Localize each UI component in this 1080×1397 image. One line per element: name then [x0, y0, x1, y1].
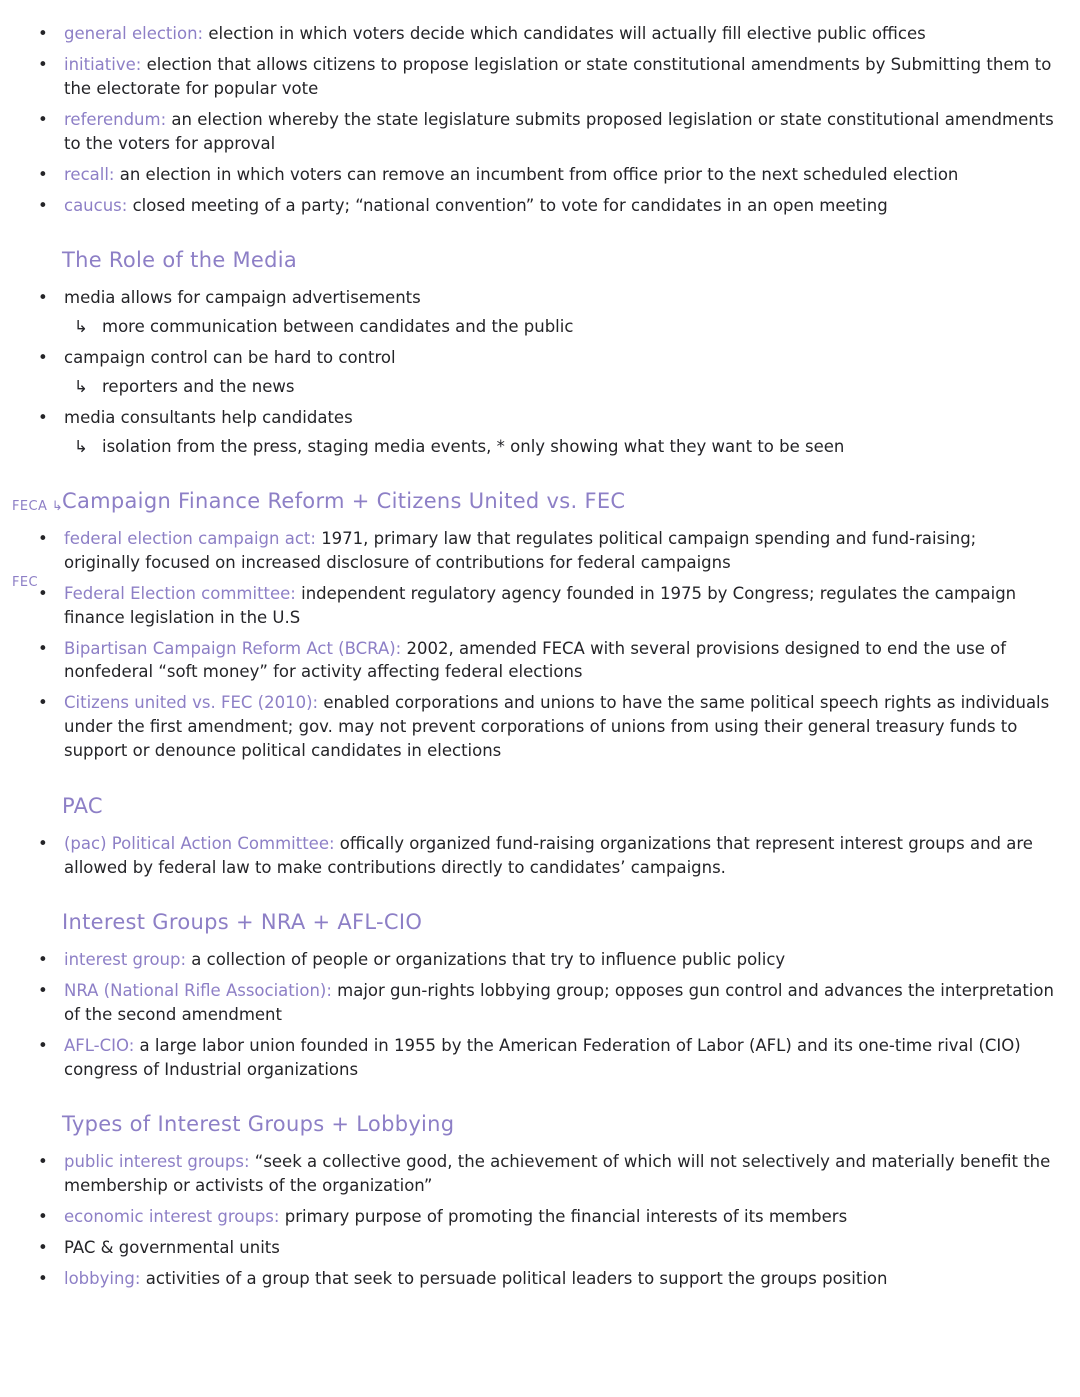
- section-heading: Types of Interest Groups + Lobbying: [62, 1112, 455, 1137]
- note-item: [10, 948, 1054, 972]
- definition-text: offically organized fund-raising organizations that represent interest groups and are allowed by federal law to make contributions directly to candidates’ campaigns.: [64, 833, 1033, 877]
- bullet-marker: •: [38, 54, 48, 74]
- term-label: recall:: [64, 164, 115, 184]
- definition-text: an election in which voters can remove an incumbent from office prior to the next scheduled election: [119, 164, 959, 184]
- note-section: [10, 907, 1054, 1081]
- bullet-marker: •: [38, 638, 48, 658]
- margin-note: FECA ↳: [12, 499, 64, 515]
- definition-text: 2002, amended FECA with several provisions designed to end the use of nonfederal “soft money” for activity affecting federal elections: [64, 638, 1007, 682]
- section-heading: PAC: [62, 794, 103, 819]
- arrow-marker: ↳: [74, 436, 88, 456]
- note-item: [10, 315, 1054, 339]
- definition-text: closed meeting of a party; “national convention” to vote for candidates in an open meeting: [132, 195, 888, 215]
- section-heading: Interest Groups + NRA + AFL-CIO: [62, 910, 423, 935]
- note-item: [10, 1267, 1054, 1291]
- bullet-marker: •: [38, 347, 48, 367]
- margin-note: FEC: [12, 575, 38, 591]
- definition-text: election that allows citizens to propose legislation or state constitutional amendments by Submitting them to the electorate for popular vote: [64, 54, 1052, 98]
- bullet-marker: •: [38, 1035, 48, 1055]
- bullet-marker: •: [38, 1237, 48, 1257]
- definition-text: a large labor union founded in 1955 by the American Federation of Labor (AFL) and its one-time rival (CIO) congress of Industrial organizations: [64, 1035, 1021, 1079]
- term-label: initiative:: [64, 54, 142, 74]
- note-section: [10, 791, 1054, 879]
- bullet-marker: •: [38, 407, 48, 427]
- bullet-marker: •: [38, 528, 48, 548]
- note-item: [10, 406, 1054, 430]
- definition-text: enabled corporations and unions to have the same political speech rights as individuals under the first amendment; gov. may not prevent corporations of unions from using their general treasury funds to support or denounce political candidates in elections: [64, 693, 1050, 761]
- note-item: [10, 53, 1054, 101]
- term-label: (pac) Political Action Committee:: [64, 833, 335, 853]
- term-label: referendum:: [64, 109, 167, 129]
- definition-text: activities of a group that seek to persuade political leaders to support the groups position: [145, 1268, 888, 1288]
- bullet-marker: •: [38, 1151, 48, 1171]
- bullet-marker: •: [38, 1268, 48, 1288]
- definition-text: a collection of people or organizations that try to influence public policy: [191, 949, 786, 969]
- note-item: [10, 691, 1054, 763]
- arrow-marker: ↳: [74, 316, 88, 336]
- term-label: caucus:: [64, 195, 128, 215]
- bullet-marker: •: [38, 980, 48, 1000]
- note-item: [10, 527, 1054, 575]
- definition-text: media allows for campaign advertisements: [64, 287, 421, 307]
- note-section: [10, 245, 1054, 458]
- note-item: [10, 375, 1054, 399]
- note-item: [10, 1236, 1054, 1260]
- definition-text: primary purpose of promoting the financial interests of its members: [284, 1206, 848, 1226]
- bullet-marker: •: [38, 693, 48, 713]
- note-item: [10, 832, 1054, 880]
- note-item: [10, 22, 1054, 46]
- note-item: [10, 637, 1054, 685]
- term-label: Federal Election committee:: [64, 583, 296, 603]
- term-label: economic interest groups:: [64, 1206, 280, 1226]
- term-label: federal election campaign act:: [64, 528, 316, 548]
- term-label: AFL-CIO:: [64, 1035, 135, 1055]
- note-section: [10, 1109, 1054, 1290]
- section-heading: Campaign Finance Reform + Citizens United vs. FEC: [62, 489, 626, 514]
- term-label: Bipartisan Campaign Reform Act (BCRA):: [64, 638, 402, 658]
- note-item: [10, 194, 1054, 218]
- definition-text: PAC & governmental units: [64, 1237, 280, 1257]
- note-item: [10, 582, 1054, 630]
- definition-text: 1971, primary law that regulates political campaign spending and fund-raising; originally focused on increased disclosure of contributions for federal campaigns: [64, 528, 977, 572]
- term-label: lobbying:: [64, 1268, 141, 1288]
- note-item: [10, 1034, 1054, 1082]
- definition-text: independent regulatory agency founded in 1975 by Congress; regulates the campaign finance legislation in the U.S: [64, 583, 1017, 627]
- bullet-marker: •: [38, 164, 48, 184]
- term-label: Citizens united vs. FEC (2010):: [64, 693, 319, 713]
- bullet-marker: •: [38, 24, 48, 43]
- bullet-marker: •: [38, 287, 48, 307]
- note-item: [10, 1205, 1054, 1229]
- bullet-marker: •: [38, 583, 48, 603]
- bullet-marker: •: [38, 949, 48, 969]
- definition-text: media consultants help candidates: [64, 407, 353, 427]
- note-item: [10, 108, 1054, 156]
- bullet-marker: •: [38, 195, 48, 215]
- term-label: interest group:: [64, 949, 187, 969]
- note-item: [10, 286, 1054, 310]
- definition-text: campaign control can be hard to control: [64, 347, 396, 367]
- term-label: public interest groups:: [64, 1151, 250, 1171]
- notes-page: [10, 22, 1054, 1291]
- definition-text: an election whereby the state legislature submits proposed legislation or state constitutional amendments to the voters for approval: [64, 109, 1054, 153]
- bullet-marker: •: [38, 833, 48, 853]
- bullet-marker: •: [38, 109, 48, 129]
- note-section: [10, 22, 1054, 217]
- note-section: [10, 486, 1054, 763]
- note-item: [10, 163, 1054, 187]
- definition-text: reporters and the news: [102, 376, 295, 396]
- definition-text: isolation from the press, staging media events, * only showing what they want to be seen: [102, 436, 845, 456]
- note-item: [10, 435, 1054, 459]
- note-item: [10, 346, 1054, 370]
- arrow-marker: ↳: [74, 376, 88, 396]
- definition-text: “seek a collective good, the achievement of which will not selectively and materially benefit the membership or activists of the organization”: [64, 1151, 1051, 1195]
- note-item: [10, 979, 1054, 1027]
- bullet-marker: •: [38, 1206, 48, 1226]
- term-label: general election:: [64, 24, 204, 43]
- note-item: [10, 1150, 1054, 1198]
- term-label: NRA (National Rifle Association):: [64, 980, 332, 1000]
- definition-text: major gun-rights lobbying group; opposes gun control and advances the interpretation of the second amendment: [64, 980, 1054, 1024]
- section-heading: The Role of the Media: [62, 248, 298, 273]
- definition-text: election in which voters decide which candidates will actually fill elective public offices: [208, 24, 926, 43]
- definition-text: more communication between candidates and the public: [102, 316, 574, 336]
